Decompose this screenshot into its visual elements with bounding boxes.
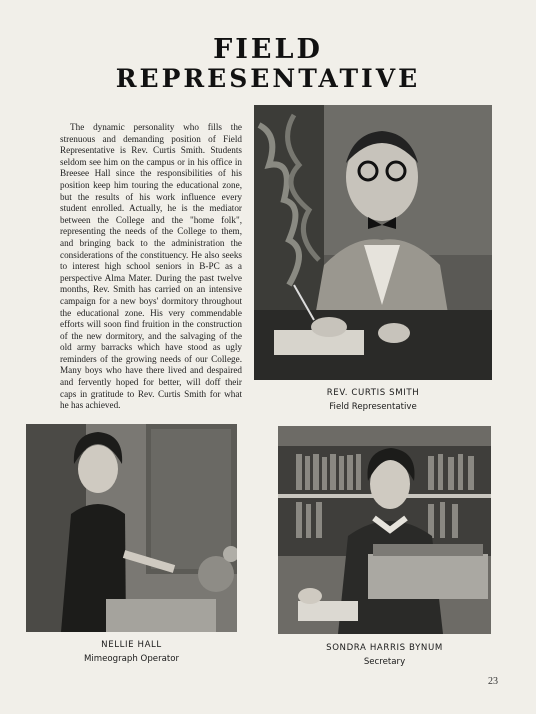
photo-sondra-bynum xyxy=(278,426,491,634)
page-number: 23 xyxy=(488,676,498,687)
caption-role: Mimeograph Operator xyxy=(83,654,180,664)
caption-role: Field Representative xyxy=(329,402,417,412)
caption-name: SONDRA HARRIS BYNUM xyxy=(326,643,443,653)
photo-nellie-hall xyxy=(26,424,237,632)
caption-curtis-smith xyxy=(254,388,492,412)
caption-role: Secretary xyxy=(363,657,406,667)
caption-sondra-bynum xyxy=(278,643,491,667)
photo-curtis-smith xyxy=(254,105,492,380)
caption-name: NELLIE HALL xyxy=(101,640,162,650)
caption-nellie-hall xyxy=(26,640,237,664)
caption-name: REV. CURTIS SMITH xyxy=(326,388,420,398)
page-title-line-2: REPRESENTATIVE xyxy=(115,64,421,93)
page-title-line-1: FIELD xyxy=(213,34,323,65)
article-body: The dynamic personality who fills the strenuous and demanding position of Field Representative is Rev. Curtis Smith. Students seldom see him on the campus or in his office in Breesee Hall since the responsibilities of his position keep him touring the educational zone, but the results of his work influence every student enrolled. Actually, he is the mediator between the College and the "home folk", representing the needs of the College to them, and bringing back to the administration the considerations of the constituency. He also seeks to interest high school seniors in B-PC as a perspective Alma Mater. During the past twelve months, Rev. Smith has carried on an intensive campaign for a new boys' dormitory throughout the educational zone. His very commendable efforts will soon find fruition in the construction of the new dormitory, and the salvaging of the old army barracks which have stood as ugly reminders of the growing needs of our College. Many boys who have there lived and despaired and fervently hoped for better, will doff their caps in gratitude to Rev. Curtis Smith for what he has achieved. xyxy=(60,122,242,411)
